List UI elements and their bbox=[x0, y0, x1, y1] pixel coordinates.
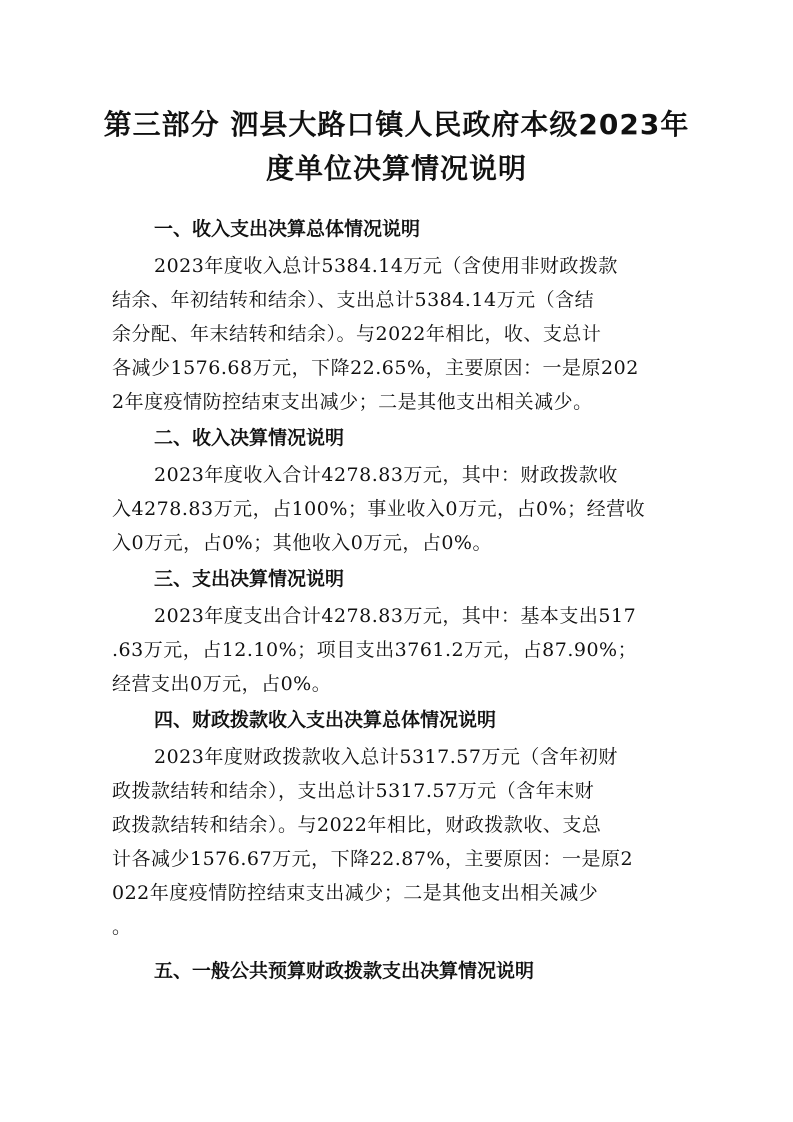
section-paragraph bbox=[112, 599, 684, 701]
paragraph-line: 政拨款结转和结余）。与2022年相比，财政拨款收、支总 bbox=[112, 814, 602, 836]
section-paragraph bbox=[112, 458, 684, 560]
page-title bbox=[60, 103, 733, 191]
section-paragraph bbox=[112, 249, 684, 419]
paragraph-line: 各减少1576.68万元，下降22.65%，主要原因：一是原202 bbox=[112, 357, 639, 379]
title-line-2: 度单位决算情况说明 bbox=[265, 152, 527, 185]
paragraph-line: 经营支出0万元，占0%。 bbox=[112, 673, 332, 695]
paragraph-line: 2023年度收入总计5384.14万元（含使用非财政拨款 bbox=[154, 255, 618, 277]
paragraph-line: 2023年度财政拨款收入总计5317.57万元（含年初财 bbox=[154, 746, 618, 768]
paragraph-line: 政拨款结转和结余），支出总计5317.57万元（含年末财 bbox=[112, 780, 595, 802]
paragraph-line: 结余、年初结转和结余）、支出总计5384.14万元（含结 bbox=[112, 289, 595, 311]
section-heading: 四、财政拨款收入支出决算总体情况说明 bbox=[154, 709, 497, 731]
paragraph-line: 2年度疫情防控结束支出减少；二是其他支出相关减少。 bbox=[112, 391, 593, 413]
paragraph-line: 。 bbox=[112, 916, 132, 938]
paragraph-line: 2023年度支出合计4278.83万元，其中：基本支出517 bbox=[154, 605, 637, 627]
paragraph-line: 2023年度收入合计4278.83万元，其中：财政拨款收 bbox=[154, 464, 618, 486]
section-heading: 五、一般公共预算财政拨款支出决算情况说明 bbox=[154, 960, 535, 982]
title-line-1: 第三部分 泗县大路口镇人民政府本级2023年 bbox=[103, 108, 690, 141]
section-paragraph bbox=[112, 740, 684, 944]
paragraph-line: 计各减少1576.67万元，下降22.87%，主要原因：一是原2 bbox=[112, 848, 634, 870]
section-heading: 一、收入支出决算总体情况说明 bbox=[154, 218, 421, 240]
paragraph-line: .63万元，占12.10%；项目支出3761.2万元，占87.90%； bbox=[112, 639, 638, 661]
section-heading: 二、收入决算情况说明 bbox=[154, 427, 345, 449]
document-body bbox=[112, 210, 684, 991]
paragraph-line: 入0万元，占0%；其他收入0万元，占0%。 bbox=[112, 532, 492, 554]
paragraph-line: 入4278.83万元，占100%；事业收入0万元，占0%；经营收 bbox=[112, 498, 646, 520]
paragraph-line: 余分配、年末结转和结余）。与2022年相比，收、支总计 bbox=[112, 323, 602, 345]
section-heading: 三、支出决算情况说明 bbox=[154, 568, 345, 590]
paragraph-line: 022年度疫情防控结束支出减少；二是其他支出相关减少 bbox=[112, 882, 599, 904]
